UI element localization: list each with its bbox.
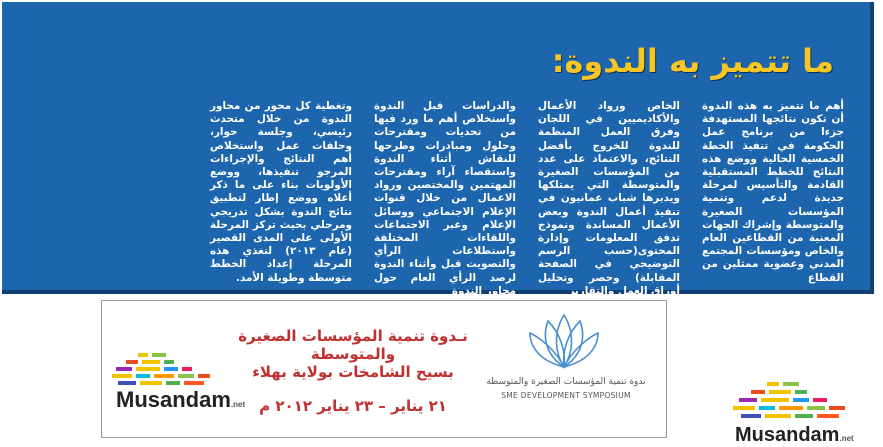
- article-column-2: الخاص ورواد الأعمال والأكاديميين في اللجان وفرق العمل المنظمة للندوة للخروج بأفضل النتائج، والاعتماد على عدد من المؤسسات الصغيرة والمتوسطة التي يمتلكها ويديرها شباب عمانيون في تنفيذ أعمال الندوة وبعض الأعمال المساندة ونموذج تدفق المعلومات وإدارة المحتوى(حسب الرسم التوضيحي في الصفحة المقابلة) وحصر وتحليل أوراق العمل والتقارير: [538, 100, 680, 297]
- sme-symposium-logo: [486, 311, 646, 421]
- article-panel: [2, 2, 874, 297]
- musandam-logo-word: Musandam.net: [116, 387, 246, 412]
- sme-logo-arabic: ندوة تنمية المؤسسات الصغيرة والمتوسطة: [486, 377, 646, 387]
- musandam-logo-word: Musandam.net: [735, 424, 854, 446]
- event-date: ٢١ يناير – ٢٣ يناير ٢٠١٢ م: [259, 397, 447, 415]
- article-column-3: والدراسات قبل الندوة واستخلاص أهم ما ورد فيها من تحديات ومقترحات وحلول ومبادرات وطرحها للنقاش أثناء الندوة واستقصاء آراء ومقترحات المهتمين والمختصين ورواد الاعمال من خلال قنوات الإعلام الاجتماعي ووسائل الإعلام وعبر الاجتماعات واللقاءات المختلفة واستطلاعات الرأي والتصويت قبل وأثناء الندوة لرصد الرأي العام حول محاور الندوة: [374, 100, 516, 297]
- lotus-logo-icon: [524, 311, 604, 371]
- musandam-logo-icon: [108, 351, 246, 412]
- sme-logo-english: SME DEVELOPMENT SYMPOSIUM: [501, 391, 631, 400]
- event-place: بسيح الشامخات بولاية بهلاء: [252, 363, 454, 381]
- article-column-4: وتغطية كل محور من محاور الندوة من خلال متحدث رئيسي، وجلسة حوار، وحلقات عمل واستخلاص أهم النتائج والإجراءات المرجو تنفيذها، ووضع الأولويات بناء على ما ذكر أعلاه ووضع إطار لتطبيق نتائج الندوة بشكل تدريجي ومرحلي بحيث تركز المرحلة الأولى على المدى القصير (عام ٢٠١٣) لتغذي هذه المرحلة إعداد الخطط متوسطة وطويلة الأمد.: [210, 100, 352, 284]
- article-column-1: أهم ما تتميز به هذه الندوة أن تكون نتائجها المستهدفة جزءا من برنامج عمل الحكومة في تنفيذ الخطة الخمسية الحالية ووضع هذه النتائج للخطط المستقبلية القادمة والتأسيس لمرحلة جديدة لدعم وتنمية المؤسسات الصغيرة والمتوسطة وإشراك الجهات المعنية من القطاعين العام والخاص ومؤسسات المجتمع المدني وعضوية ممثلين من القطاع: [702, 100, 844, 284]
- musandam-logo-icon: [727, 380, 877, 444]
- event-banner: [101, 300, 667, 438]
- event-title: نـدوة تنمية المؤسسات الصغيرة والمتوسطة: [238, 327, 468, 363]
- article-heading: ما تتميز به الندوة:: [551, 42, 834, 80]
